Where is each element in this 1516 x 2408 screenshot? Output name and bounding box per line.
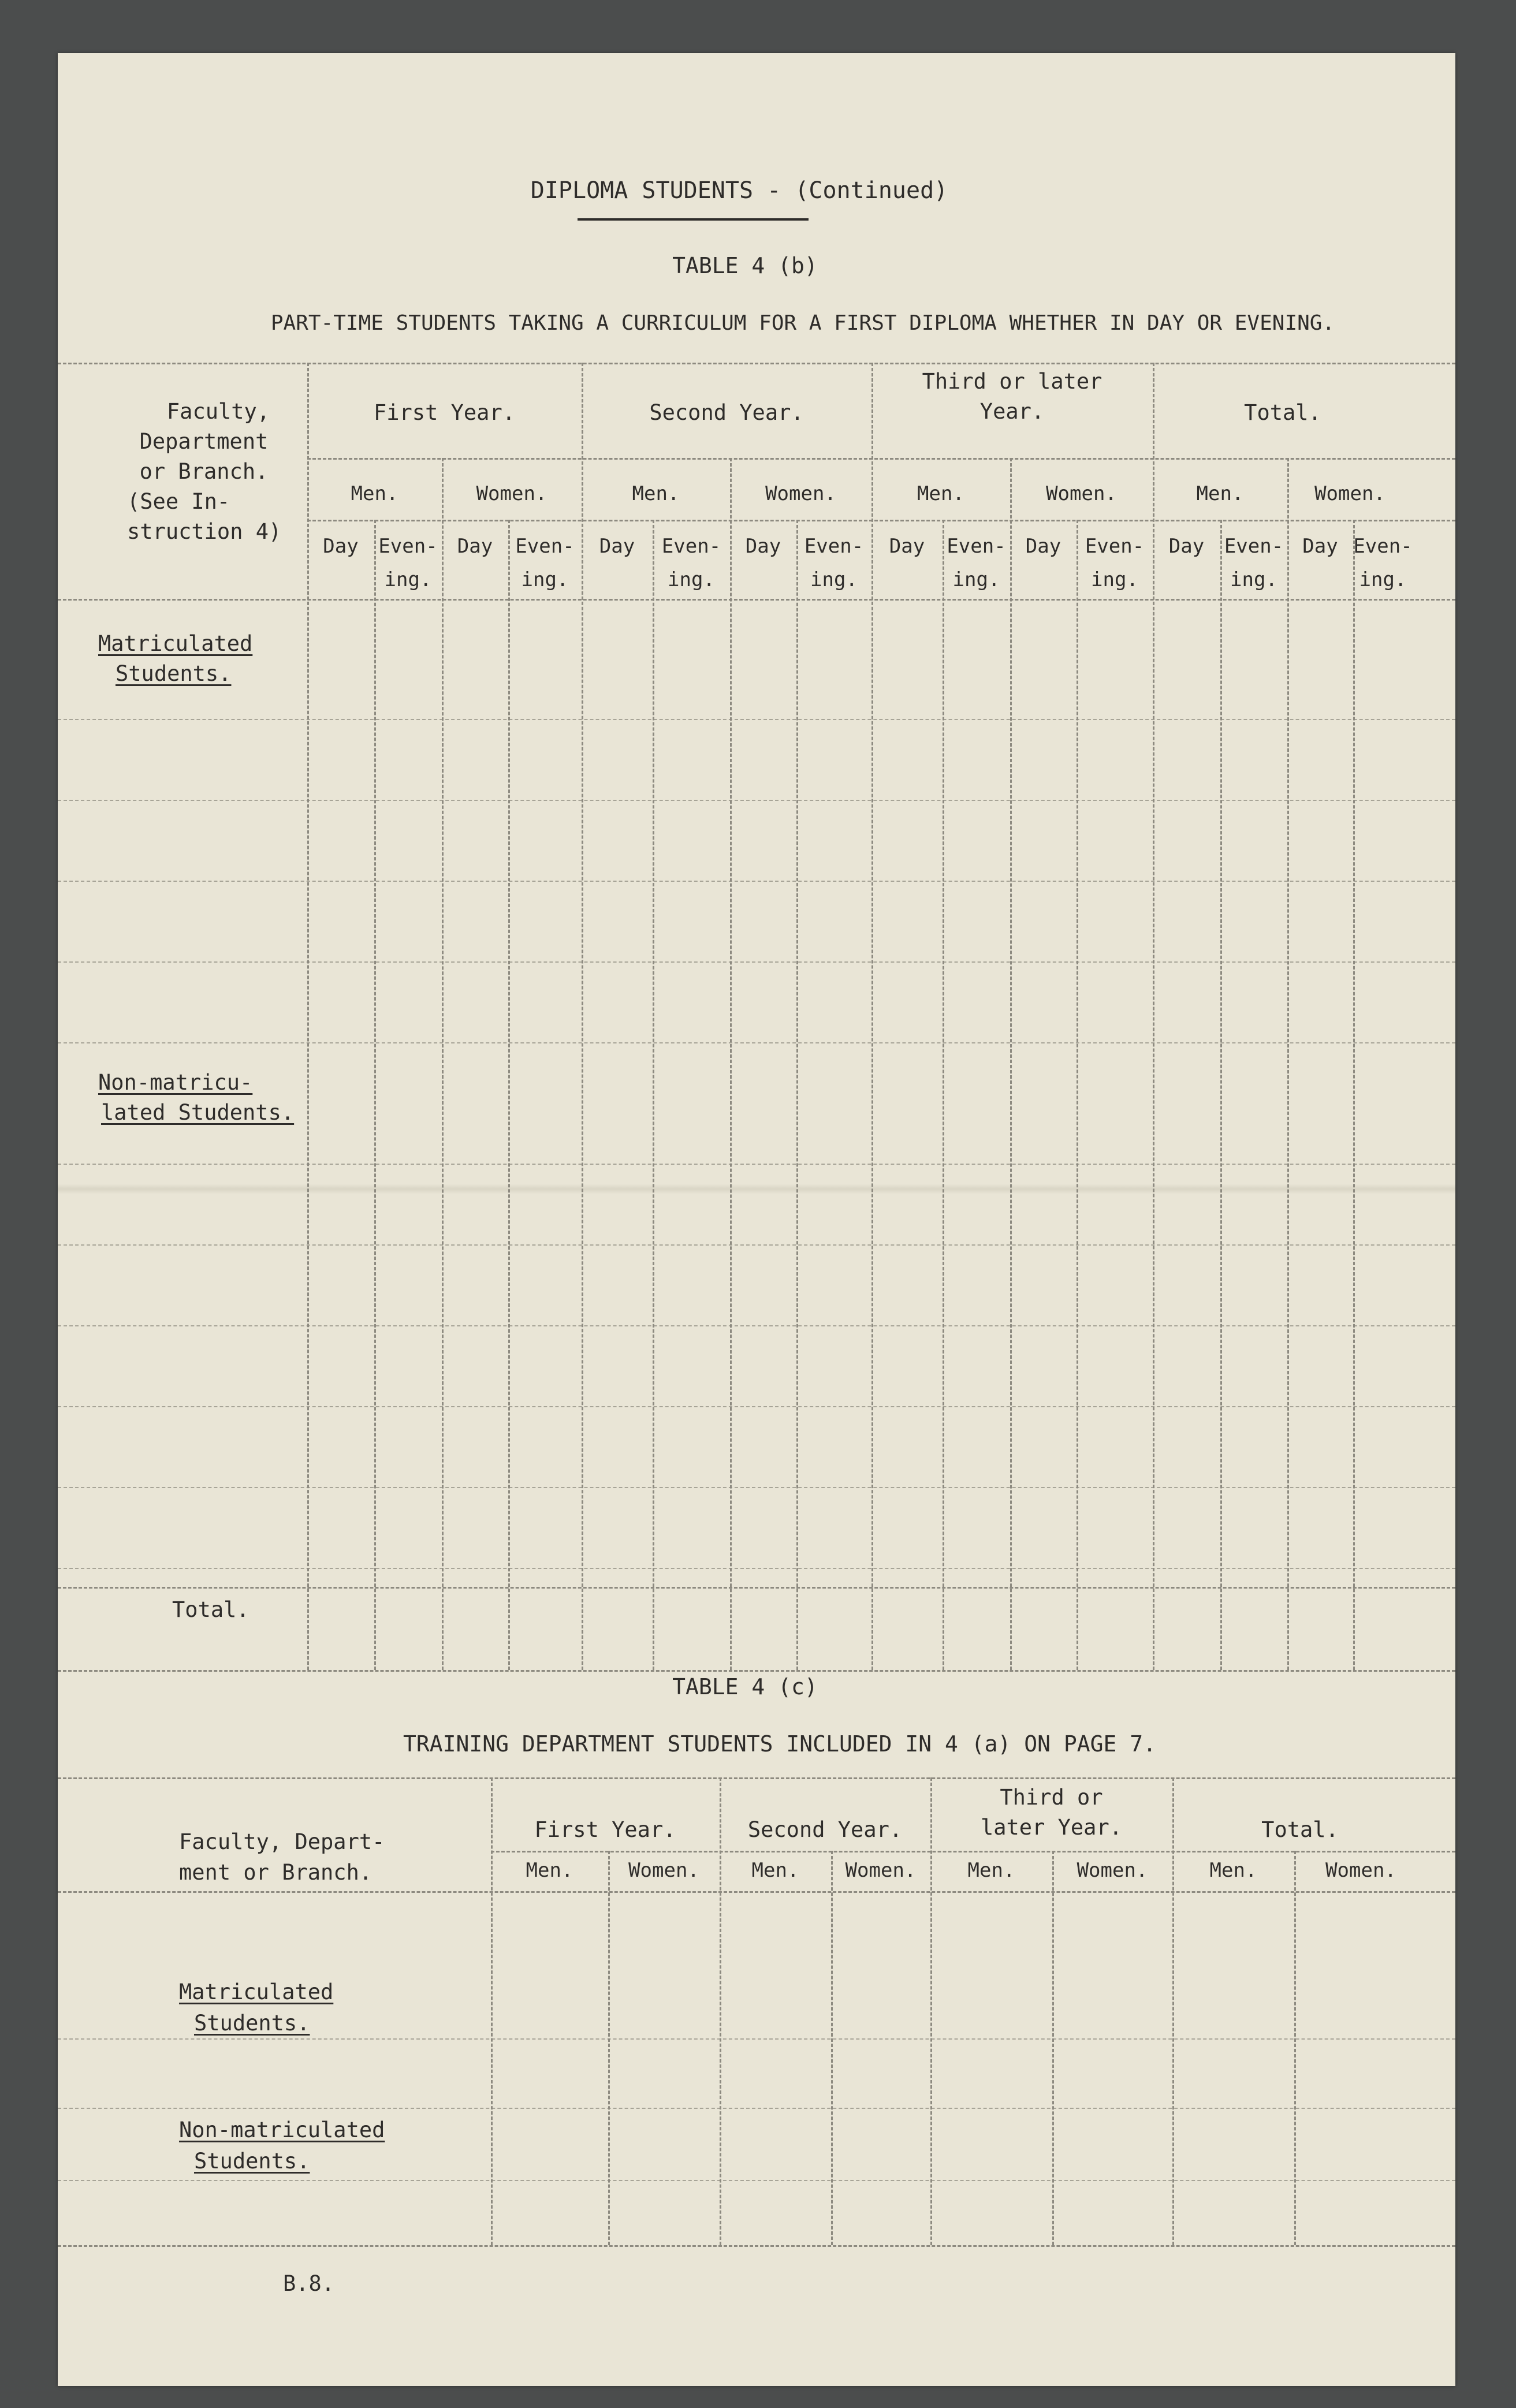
table-c-total: Total. xyxy=(1261,1817,1339,1842)
table-c-second-women: Women. xyxy=(845,1859,917,1882)
table-b-row-rule-6 xyxy=(58,1244,1455,1246)
evening-label-line2: ing. xyxy=(1359,568,1407,591)
table-b-mw-col-2 xyxy=(1010,458,1012,1670)
table-b-stub-line2: Department xyxy=(139,429,269,454)
table-b-top-rule xyxy=(58,363,1455,364)
table-b-first-men: Men. xyxy=(351,482,398,505)
table-c-row-matriculated-line1: Matriculated xyxy=(179,1980,334,2004)
table-c-first-year: First Year. xyxy=(534,1817,676,1842)
table-c-major-col-3 xyxy=(1172,1777,1174,2245)
day-label: Day xyxy=(457,535,493,558)
table-c-first-women: Women. xyxy=(628,1859,699,1882)
table-b-mw-col-1 xyxy=(730,458,732,1670)
evening-label-line1: Even- xyxy=(661,535,721,558)
heading-underline xyxy=(578,218,809,221)
table-c-header-rule xyxy=(58,1891,1455,1893)
table-b-third-year-line1: Third or later xyxy=(922,369,1102,394)
table-c-third-women: Women. xyxy=(1077,1859,1148,1882)
day-label: Day xyxy=(745,535,781,558)
evening-label-line1: Even- xyxy=(1224,535,1284,558)
table-b-row-total: Total. xyxy=(172,1597,249,1622)
table-b-de-col-1 xyxy=(508,520,510,1670)
day-label: Day xyxy=(1302,535,1338,558)
table-b-row-rule-0 xyxy=(58,719,1455,720)
table-b-mw-col-3 xyxy=(1287,458,1289,1670)
table-b-major-col-3 xyxy=(1153,363,1154,1670)
table-b-header-rule xyxy=(58,599,1455,601)
page-heading: DIPLOMA STUDENTS - (Continued) xyxy=(530,177,948,204)
table-b-row-rule-4 xyxy=(58,1042,1455,1043)
table-b-row-rule-7 xyxy=(58,1325,1455,1326)
evening-label-line1: Even- xyxy=(804,535,864,558)
table-c-row-matriculated-line2: Students. xyxy=(194,2011,310,2036)
table-b-total-women: Women. xyxy=(1314,482,1385,505)
table-b-row-rule-10 xyxy=(58,1568,1455,1569)
day-label: Day xyxy=(1025,535,1061,558)
evening-label-line1: Even- xyxy=(1353,535,1413,558)
page-number: B.8. xyxy=(283,2271,335,2296)
evening-label-line2: ing. xyxy=(1230,568,1277,591)
table-b-row-rule-1 xyxy=(58,800,1455,801)
table-b-de-col-6 xyxy=(1220,520,1222,1670)
table-b-row-non-matriculated-line2: lated Students. xyxy=(101,1100,295,1125)
table-c-row-rule-1 xyxy=(58,2108,1455,2109)
table-c-bottom-rule xyxy=(58,2245,1455,2247)
table-b-number: TABLE 4 (b) xyxy=(672,253,818,278)
table-b-major-col-2 xyxy=(871,363,873,1670)
table-b-third-men: Men. xyxy=(917,482,964,505)
evening-label-line2: ing. xyxy=(668,568,715,591)
table-b-bottom-rule xyxy=(58,1670,1455,1672)
table-c-first-men: Men. xyxy=(526,1859,573,1882)
day-label: Day xyxy=(889,535,925,558)
table-b-total-men: Men. xyxy=(1196,482,1244,505)
table-b-row-rule-2 xyxy=(58,881,1455,882)
table-c-second-men: Men. xyxy=(751,1859,799,1882)
evening-label-line2: ing. xyxy=(521,568,569,591)
table-b-second-women: Women. xyxy=(765,482,836,505)
table-c-row-non-matriculated-line1: Non-matriculated xyxy=(179,2118,385,2142)
table-b-row-non-matriculated-line1: Non-matricu- xyxy=(98,1070,253,1095)
table-b-mw-col-0 xyxy=(442,458,444,1670)
table-c-total-men: Men. xyxy=(1209,1859,1257,1882)
table-c-stub-line2: ment or Branch. xyxy=(179,1860,373,1885)
evening-label-line1: Even- xyxy=(515,535,575,558)
evening-label-line1: Even- xyxy=(947,535,1006,558)
table-c-third-men: Men. xyxy=(967,1859,1015,1882)
table-c-row-rule-2 xyxy=(58,2180,1455,2181)
table-c-mw-col-0 xyxy=(608,1851,610,2245)
table-c-title: TRAINING DEPARTMENT STUDENTS INCLUDED IN 4 (a) ON PAGE 7. xyxy=(403,1731,1157,1757)
table-c-major-col-0 xyxy=(491,1777,493,2245)
table-b-stub-line3: or Branch. xyxy=(139,459,269,484)
table-c-mw-col-1 xyxy=(831,1851,833,2245)
table-b-de-col-0 xyxy=(374,520,376,1670)
table-c-row-rule-0 xyxy=(58,2038,1455,2040)
table-c-total-women: Women. xyxy=(1325,1859,1396,1882)
table-c-group-rule xyxy=(491,1851,1455,1852)
table-b-menwomen-rule xyxy=(307,520,1455,521)
table-b-first-year: First Year. xyxy=(373,400,516,425)
table-c-number: TABLE 4 (c) xyxy=(672,1674,818,1699)
table-c-row-non-matriculated-line2: Students. xyxy=(194,2149,310,2174)
table-b-de-col-4 xyxy=(943,520,944,1670)
evening-label-line2: ing. xyxy=(810,568,858,591)
table-b-row-rule-8 xyxy=(58,1406,1455,1407)
table-c-major-col-2 xyxy=(930,1777,932,2245)
table-c-top-rule xyxy=(58,1777,1455,1779)
evening-label-line2: ing. xyxy=(384,568,432,591)
table-b-row-rule-3 xyxy=(58,961,1455,963)
table-b-stub-line4: (See In- xyxy=(127,489,230,514)
table-b-first-women: Women. xyxy=(476,482,547,505)
table-c-mw-col-2 xyxy=(1052,1851,1054,2245)
table-c-stub-line1: Faculty, Depart- xyxy=(179,1829,385,1854)
table-b-total: Total. xyxy=(1244,400,1321,425)
table-b-stub-line5: struction 4) xyxy=(127,519,282,544)
table-b-de-col-2 xyxy=(653,520,654,1670)
table-c-third-year-line2: later Year. xyxy=(980,1815,1123,1840)
table-b-row-matriculated-line2: Students. xyxy=(116,661,232,686)
evening-label-line1: Even- xyxy=(378,535,438,558)
evening-label-line2: ing. xyxy=(952,568,1000,591)
table-c-third-year-line1: Third or xyxy=(1000,1785,1103,1810)
table-b-row-rule-5 xyxy=(58,1164,1455,1165)
table-b-stub-line1: Faculty, xyxy=(166,399,270,424)
table-c-second-year: Second Year. xyxy=(747,1817,903,1842)
table-b-group-rule xyxy=(307,458,1455,460)
table-c-mw-col-3 xyxy=(1294,1851,1296,2245)
day-label: Day xyxy=(599,535,635,558)
table-b-major-col-1 xyxy=(582,363,583,1670)
table-b-row-matriculated-line1: Matriculated xyxy=(98,631,253,656)
table-b-de-col-5 xyxy=(1077,520,1078,1670)
table-b-title: PART-TIME STUDENTS TAKING A CURRICULUM FOR A FIRST DIPLOMA WHETHER IN DAY OR EVENING. xyxy=(270,311,1335,335)
day-label: Day xyxy=(323,535,359,558)
table-c-major-col-1 xyxy=(720,1777,721,2245)
table-b-third-women: Women. xyxy=(1046,482,1117,505)
table-b-major-col-0 xyxy=(307,363,309,1670)
page-fold xyxy=(58,1184,1455,1194)
table-b-third-year-line2: Year. xyxy=(979,399,1045,424)
table-b-second-men: Men. xyxy=(632,482,680,505)
table-b-de-col-7 xyxy=(1353,520,1355,1670)
day-label: Day xyxy=(1168,535,1205,558)
evening-label-line1: Even- xyxy=(1085,535,1145,558)
evening-label-line2: ing. xyxy=(1091,568,1138,591)
table-b-second-year: Second Year. xyxy=(649,400,804,425)
table-b-row-rule-9 xyxy=(58,1487,1455,1488)
table-b-total-rule xyxy=(58,1587,1455,1589)
table-b-de-col-3 xyxy=(796,520,798,1670)
